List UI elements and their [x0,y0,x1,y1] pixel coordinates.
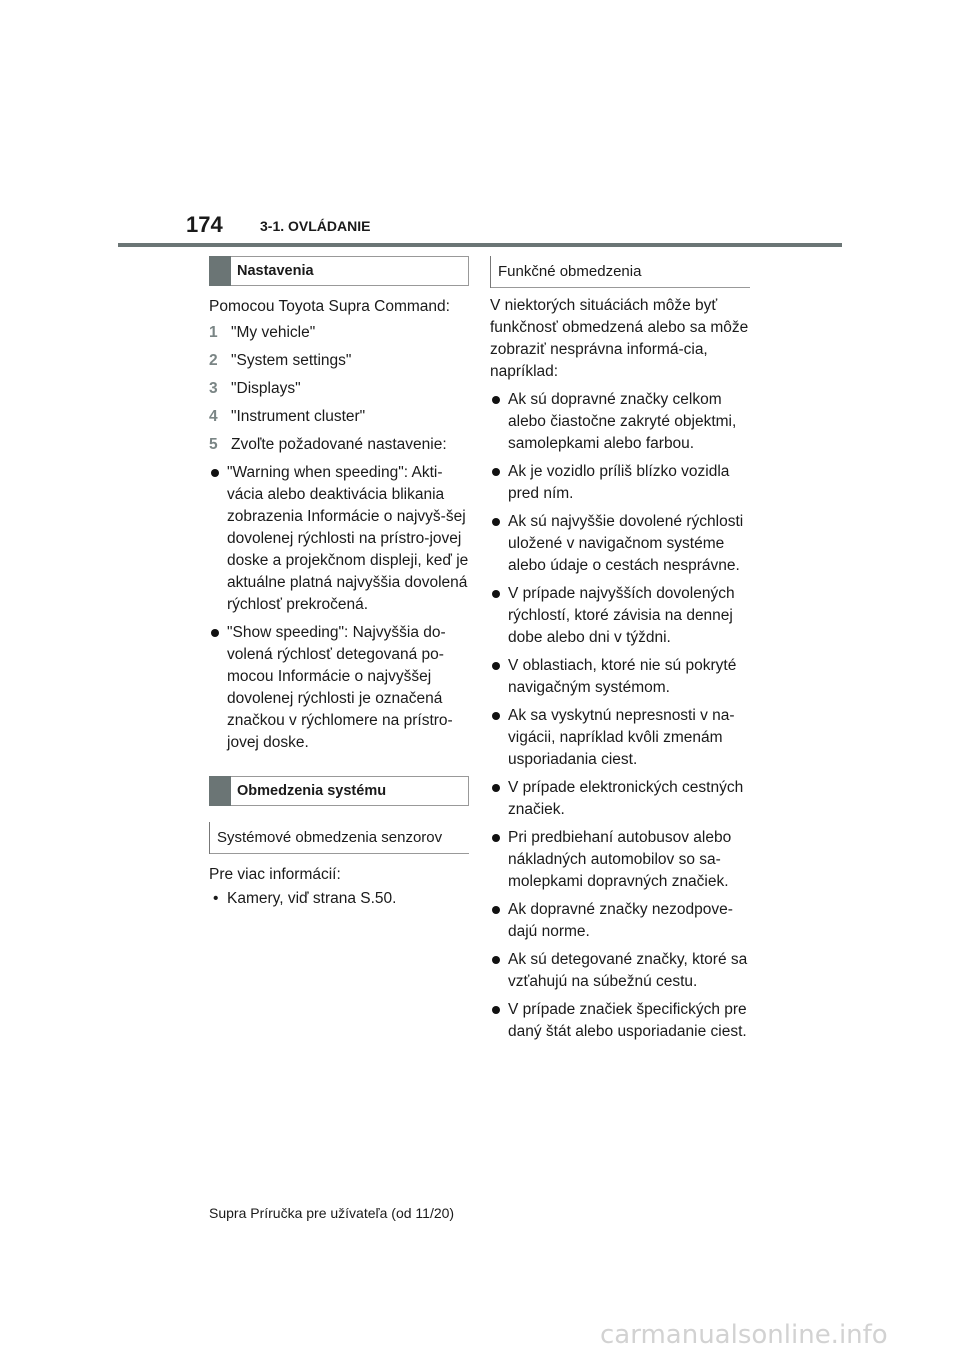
func-intro: V niektorých situáciách môže byť funkčnosť obmedzená alebo sa môže zobraziť nesprávna informá-cia, napríklad: [490,297,749,380]
func-heading: Funkčné obmedzenia [498,262,642,280]
list-item-text: Ak sa vyskytnú nepresnosti v na-vigácii, napríklad kvôli zmenám usporiadania ciest. [508,707,735,768]
bullet-icon [490,461,508,505]
more-info-list [209,888,469,910]
list-item [209,462,469,616]
list-item [490,899,750,943]
list-item [490,389,750,455]
settings-heading: Nastavenia [237,263,314,279]
step-text: "System settings" [231,352,352,369]
bullet-icon [209,622,227,754]
list-item-text: Pri predbiehaní autobusov alebo nákladných automobilov so sa-molepkami dopravných značiek. [508,829,732,890]
list-item [490,461,750,505]
page-number: 174 [186,212,223,237]
step-item [209,434,469,456]
heading-bar [209,256,231,286]
list-item-text: "Warning when speeding": Akti-vácia alebo deaktivácia blikania zobrazenia Informácie o najvyš-šej dovolenej rýchlosti na prístro-jovej doske a projekčnom displeji, keď je aktuálne platná najvyššia dovolená rýchlosť prekročená. [227,464,469,613]
func-heading-box [490,256,750,288]
step-number: 2 [209,352,218,369]
step-text: "Instrument cluster" [231,408,366,425]
bullet-icon [490,705,508,771]
bullet-icon [490,511,508,577]
bullet-icon [490,655,508,699]
settings-heading-box [209,256,469,286]
list-item [490,511,750,577]
bullet-icon: • [213,890,219,907]
bullet-icon [490,389,508,455]
step-text: "Displays" [231,380,301,397]
step-item [209,322,469,344]
limits-heading: Obmedzenia systému [237,783,387,799]
step-number: 4 [209,408,218,425]
list-item-text: Ak je vozidlo príliš blízko vozidla pred ním. [508,463,730,502]
list-item-text: V oblastiach, ktoré nie sú pokryté navigačným systémom. [508,657,737,696]
bullet-icon [490,999,508,1043]
list-item [490,777,750,821]
step-item [209,406,469,428]
list-item [490,999,750,1043]
list-item-text: Ak dopravné značky nezodpove-dajú norme. [508,901,733,940]
section-header: 3-1. OVLÁDANIE [260,218,371,234]
list-item-text: Ak sú detegované značky, ktoré sa vzťahujú na súbežnú cestu. [508,951,748,990]
list-item [490,949,750,993]
list-item [209,622,469,754]
func-list [490,389,750,1043]
list-item-text: Kamery, viď strana S.50. [227,890,397,907]
settings-intro: Pomocou Toyota Supra Command: [209,298,450,315]
list-item [490,827,750,893]
list-item-text: V prípade najvyšších dovolených rýchlostí, ktoré závisia na dennej dobe alebo dni v týždni. [508,585,735,646]
right-column [490,256,750,1049]
bullet-icon [490,777,508,821]
sensor-heading: Systémové obmedzenia senzorov [217,828,443,846]
step-number: 1 [209,324,218,341]
step-text: "My vehicle" [231,324,316,341]
bullet-icon [490,583,508,649]
list-item [490,655,750,699]
bullet-icon [490,949,508,993]
limits-heading-box [209,776,469,806]
left-column [209,256,469,910]
heading-bar [209,776,231,806]
list-item [490,705,750,771]
step-number: 5 [209,436,218,453]
bullet-icon [490,899,508,943]
step-text: Zvoľte požadované nastavenie: [231,436,447,453]
watermark: carmanualsonline.info [600,1320,888,1350]
bullet-icon [490,827,508,893]
step-number: 3 [209,380,218,397]
list-item-text: V prípade elektronických cestných značiek. [508,779,744,818]
bullet-icon [209,462,227,616]
settings-steps [209,322,469,456]
sensor-heading-box [209,822,469,854]
step-item [209,350,469,372]
header-rule [118,243,842,247]
list-item [490,583,750,649]
list-item-text: "Show speeding": Najvyššia do-volená rýchlosť detegovaná po-mocou Informácie o najvyššej dovolenej rýchlosti je označená značkou v rýchlomere na prístro-jovej doske. [227,624,453,751]
list-item [209,888,469,910]
more-info-text: Pre viac informácií: [209,866,341,883]
step-item [209,378,469,400]
list-item-text: Ak sú dopravné značky celkom alebo čiastočne zakryté objektmi, samolepkami alebo farbou. [508,391,737,452]
page-footer: Supra Príručka pre užívateľa (od 11/20) [209,1205,455,1221]
settings-options [209,462,469,754]
list-item-text: Ak sú najvyššie dovolené rýchlosti uložené v navigačnom systéme alebo údaje o cestách nesprávne. [508,513,744,574]
list-item-text: V prípade značiek špecifických pre daný štát alebo usporiadanie ciest. [508,1001,747,1040]
